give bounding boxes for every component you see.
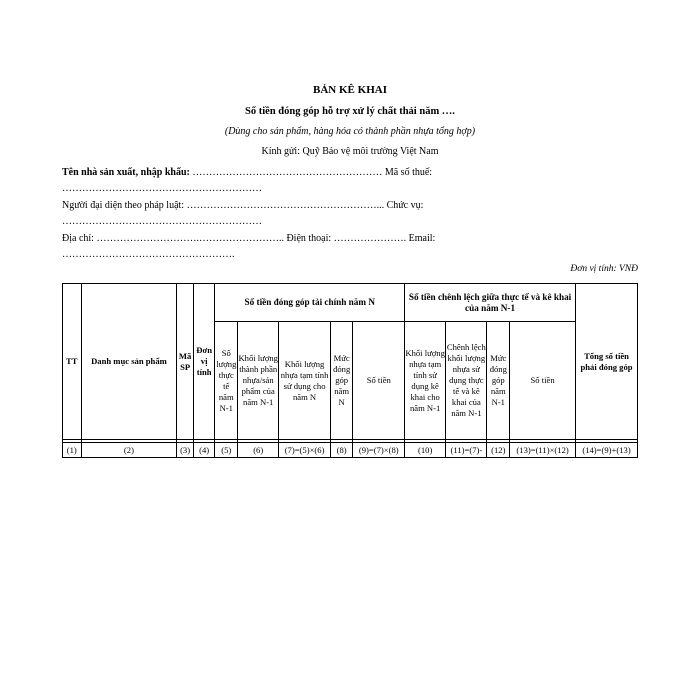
header-c10: Khối lượng nhựa tạm tính sử dụng kê khai cho năm N-1 [405, 322, 446, 440]
header-c13: Số tiền [510, 322, 576, 440]
doc-subtitle: Số tiền đóng góp hỗ trợ xử lý chất thải năm …. [245, 106, 455, 117]
col-num: (10) [405, 443, 446, 458]
doc-title: BẢN KÊ KHAI [313, 84, 387, 96]
producer-dots: ………………………………………………… Mã số thuế: [189, 167, 433, 178]
col-num: (8) [330, 443, 353, 458]
address-label: Địa chỉ: [62, 233, 94, 244]
header-c12: Mức đóng góp năm N-1 [487, 322, 510, 440]
header-c6: Khối lượng thành phần nhựa/sản phẩm của năm N-1 [238, 322, 279, 440]
producer-line [62, 165, 638, 197]
address-line [62, 231, 638, 263]
header-c5: Số lượng thực tế năm N-1 [215, 322, 238, 440]
col-num: (3) [177, 443, 193, 458]
header-group-n: Số tiền đóng góp tài chính năm N [215, 284, 405, 322]
doc-note: (Dùng cho sản phẩm, hàng hóa có thành phần nhựa tổng hợp) [224, 126, 476, 137]
address-dots-2: ……………………………………………. [62, 249, 235, 260]
col-num: (12) [487, 443, 510, 458]
col-num: (4) [193, 443, 215, 458]
currency-unit: Đơn vị tính: VNĐ [570, 264, 638, 274]
representative-line [62, 198, 638, 230]
header-unit: Đơn vị tính [193, 284, 215, 440]
header-tt: TT [63, 284, 82, 440]
representative-dots-2: …………………………………………………… [62, 216, 262, 227]
col-num: (7)=(5)×(6) [279, 443, 331, 458]
header-total: Tổng số tiền phải đóng góp [576, 284, 638, 440]
col-num: (5) [215, 443, 238, 458]
header-c8: Mức đóng góp năm N [330, 322, 353, 440]
address-dots: ………………………….…………………….. Điện thoại: …………………. Email: [93, 233, 436, 244]
producer-label: Tên nhà sản xuất, nhập khẩu: [62, 167, 190, 178]
header-code: Mã SP [177, 284, 193, 440]
header-c11: Chênh lệch khối lượng nhựa sử dụng thực tế và kê khai của năm N-1 [446, 322, 487, 440]
col-num: (13)=(11)×(12) [510, 443, 576, 458]
representative-label: Người đại diện theo pháp luật: [62, 200, 185, 211]
declaration-table [62, 283, 638, 458]
header-c9: Số tiền [353, 322, 405, 440]
doc-addressee: Kính gửi: Quỹ Bảo vệ môi trường Việt Nam [261, 146, 439, 157]
col-num: (1) [63, 443, 82, 458]
header-product: Danh mục sản phẩm [81, 284, 177, 440]
header-group-n1: Số tiền chênh lệch giữa thực tế và kê khai của năm N-1 [405, 284, 576, 322]
column-number-row [63, 443, 638, 458]
representative-dots: …………………………………………………... Chức vụ: [184, 200, 424, 211]
producer-dots-2: …………………………………………………… [62, 183, 262, 194]
col-num: (11)=(7)- [446, 443, 487, 458]
header-c7: Khối lượng nhựa tạm tính sử dụng cho năm N [279, 322, 331, 440]
col-num: (6) [238, 443, 279, 458]
col-num: (2) [81, 443, 177, 458]
col-num: (14)=(9)+(13) [576, 443, 638, 458]
col-num: (9)=(7)×(8) [353, 443, 405, 458]
